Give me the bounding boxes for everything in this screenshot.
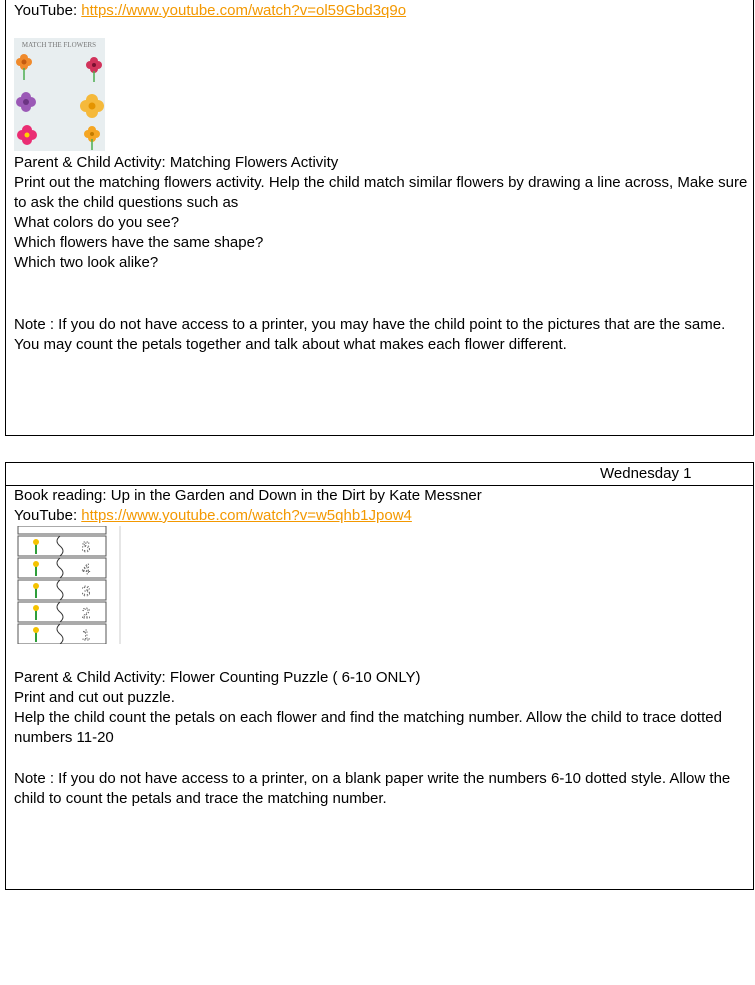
counting-puzzle-image xyxy=(14,526,124,644)
youtube-line xyxy=(14,1,406,21)
question-2: Which flowers have the same shape? xyxy=(14,234,264,251)
day-label: Wednesday 1 xyxy=(600,465,692,482)
activity-step-1: Print and cut out puzzle. xyxy=(14,689,175,706)
youtube-label: YouTube: xyxy=(14,2,82,19)
puzzle-number: 2 xyxy=(81,605,91,622)
activity-step-2: Help the child count the petals on each flower and find the matching number. Allow the child to trace dotted numbers 11-20 xyxy=(14,709,722,746)
printer-note: Note : If you do not have access to a printer, you may have the child point to the pictures that are the same. You may count the petals together and talk about what makes each flower different. xyxy=(14,316,726,353)
puzzle-number: 1 xyxy=(81,627,91,644)
activity-title: Parent & Child Activity: Matching Flowers Activity xyxy=(14,154,339,171)
puzzle-number: 3 xyxy=(81,583,91,600)
youtube-link[interactable]: https://www.youtube.com/watch?v=ol59Gbd3q9o xyxy=(81,2,407,19)
activity-box-counting-puzzle xyxy=(5,462,754,890)
printer-note: Note : If you do not have access to a printer, on a blank paper write the numbers 6-10 dotted style. Allow the child to count the petals and trace the matching number. xyxy=(14,770,731,807)
puzzle-number: 5 xyxy=(81,539,91,556)
activity-title: Parent & Child Activity: Flower Counting Puzzle ( 6-10 ONLY) xyxy=(14,669,421,686)
youtube-link[interactable]: https://www.youtube.com/watch?v=w5qhb1Jpow4 xyxy=(81,507,412,524)
puzzle-number: 4 xyxy=(81,561,91,578)
day-header-row xyxy=(6,463,753,486)
question-3: Which two look alike? xyxy=(14,254,159,271)
activity-instructions: Print out the matching flowers activity. Help the child match similar flowers by drawing a line across, Make sure to ask the child questions such as xyxy=(14,174,748,211)
youtube-label: YouTube: xyxy=(14,507,82,524)
question-1: What colors do you see? xyxy=(14,214,180,231)
matching-flowers-image xyxy=(14,38,105,151)
youtube-line xyxy=(14,506,412,526)
activity-box-matching-flowers xyxy=(5,0,754,436)
book-reading: Book reading: Up in the Garden and Down in the Dirt by Kate Messner xyxy=(14,487,482,504)
image-title: MATCH THE FLOWERS xyxy=(21,41,97,49)
